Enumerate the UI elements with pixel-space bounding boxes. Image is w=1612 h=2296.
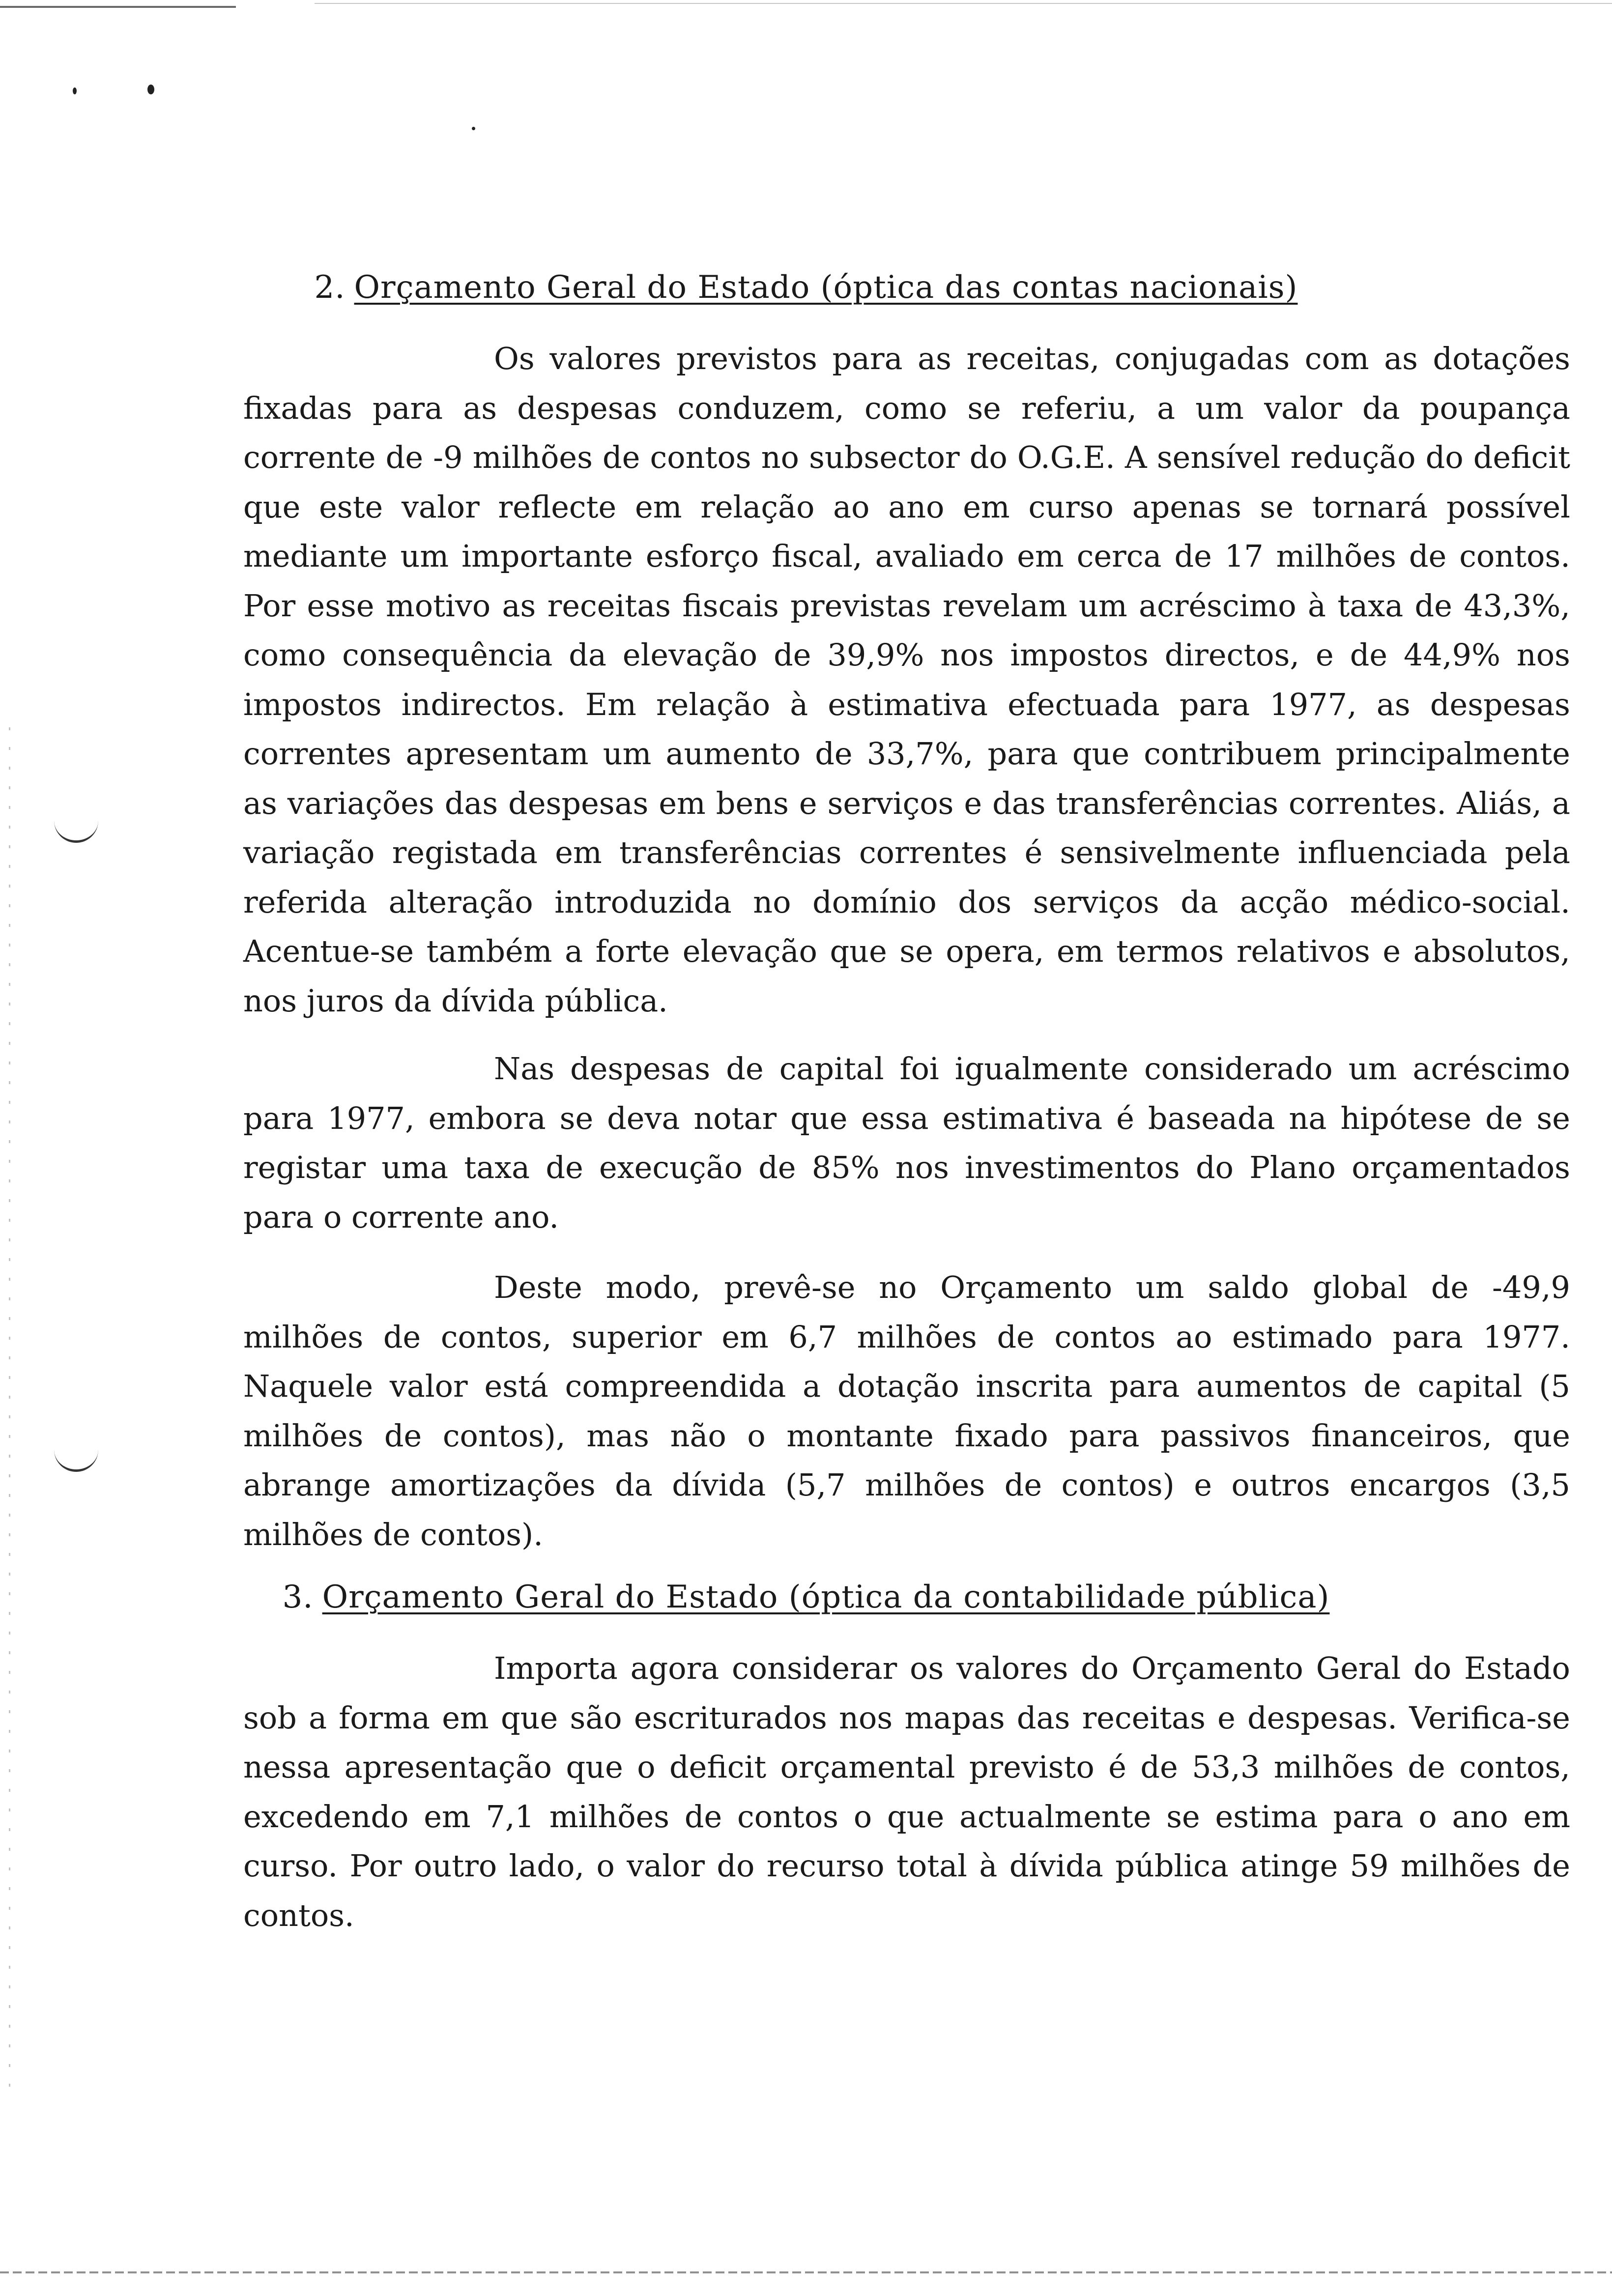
- section-3-title: Orçamento Geral do Estado (óptica da contabilidade pública): [322, 1579, 1330, 1615]
- scan-edge-line: [0, 2271, 1612, 2273]
- punch-hole-mark: [54, 1445, 98, 1472]
- scan-speck: [73, 87, 77, 94]
- section-3-paragraph-1: Importa agora considerar os valores do Orçamento Geral do Estado sob a forma em que são escriturados nos mapas das receitas e despesas. Verifica-se nessa apresentação que o deficit orçamental previsto é de 53,3 milhões de contos, excedendo em 7,1 milhões de contos o que actualmente se estima para o ano em curso. Por outro lado, o valor do recurso total à dívida pública atinge 59 milhões de contos.: [243, 1650, 1570, 1933]
- section-2-title: Orçamento Geral do Estado (óptica das contas nacionais): [354, 269, 1298, 306]
- section-3-number: 3.: [282, 1579, 314, 1615]
- scan-speck: [472, 127, 475, 130]
- scan-speck: [147, 85, 154, 94]
- section-3-heading: [0, 1578, 1612, 1617]
- section-2-heading: [0, 268, 1612, 307]
- scan-margin-marks: [9, 727, 10, 2103]
- punch-hole-mark: [54, 816, 98, 843]
- scan-edge-line: [0, 6, 236, 8]
- section-2-number: 2.: [314, 269, 345, 306]
- scan-edge-line: [315, 3, 1612, 4]
- section-2-paragraph-1: Os valores previstos para as receitas, conjugadas com as dotações fixadas para as despesas conduzem, como se referiu, a um valor da poupança corrente de -9 milhões de contos no subsector do O.G.E. A sensível redução do deficit que este valor reflecte em relação ao ano em curso apenas se tornará possível mediante um importante esforço fiscal, avaliado em cerca de 17 milhões de contos. Por esse motivo as receitas fiscais previstas revelam um acréscimo à taxa de 43,3%, como consequência da elevação de 39,9% nos impostos directos, e de 44,9% nos impostos indirectos. Em relação à estimativa efectuada para 1977, as despesas correntes apresentam um aumento de 33,7%, para que contribuem principalmente as variações das despesas em bens e serviços e das transferências correntes. Aliás, a variação registada em transferências correntes é sensivelmente influenciada pela referida alteração introduzida no domínio dos serviços da acção médico-social. Acentue-se também a forte elevação que se opera, em termos relativos e absolutos, nos juros da dívida pública.: [243, 341, 1570, 1019]
- section-2-paragraph-2: Nas despesas de capital foi igualmente considerado um acréscimo para 1977, embora se deva notar que essa estimativa é baseada na hipótese de se registar uma taxa de execução de 85% nos investimentos do Plano orçamentados para o corrente ano.: [243, 1051, 1570, 1235]
- section-2-paragraph-3: Deste modo, prevê-se no Orçamento um saldo global de -49,9 milhões de contos, superior em 6,7 milhões de contos ao estimado para 1977. Naquele valor está compreendida a dotação inscrita para aumentos de capital (5 milhões de contos), mas não o montante fixado para passivos financeiros, que abrange amortizações da dívida (5,7 milhões de contos) e outros encargos (3,5 milhões de contos).: [243, 1269, 1570, 1552]
